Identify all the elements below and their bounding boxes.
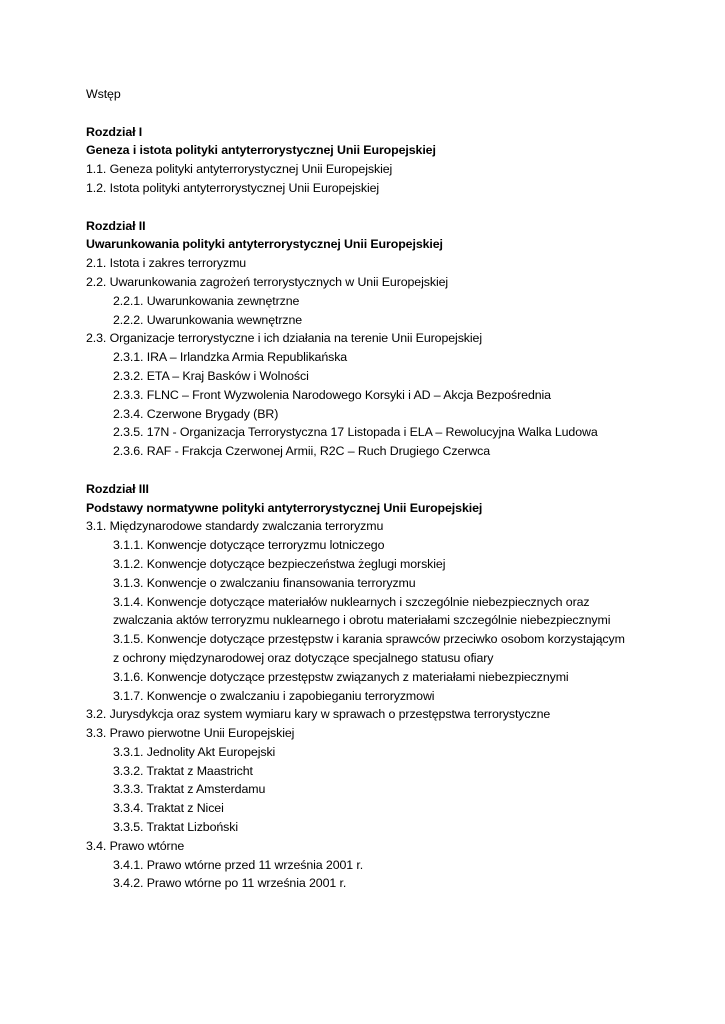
subsection-item: 2.3.6. RAF - Frakcja Czerwonej Armii, R2C – Ruch Drugiego Czerwca	[113, 444, 491, 459]
subsection-item: 3.1.7. Konwencje o zwalczaniu i zapobieganiu terroryzmowi	[113, 688, 435, 703]
chapter-title: Podstawy normatywne polityki antyterrorystycznej Unii Europejskiej	[86, 500, 483, 515]
subsection-item: 2.3.3. FLNC – Front Wyzwolenia Narodowego Korsyki i AD – Akcja Bezpośrednia	[113, 387, 551, 402]
spacer	[86, 461, 686, 480]
intro-heading: Wstęp	[86, 87, 121, 101]
spacer	[86, 198, 686, 217]
subsection-item: 3.1.2. Konwencje dotyczące bezpieczeństwa żeglugi morskiej	[113, 556, 446, 571]
subsection-item: 2.2.2. Uwarunkowania wewnętrzne	[113, 312, 303, 327]
section-item: 2.1. Istota i zakres terroryzmu	[86, 256, 247, 271]
subsection-item: 2.2.1. Uwarunkowania zewnętrzne	[113, 293, 300, 308]
subsection-item: 3.3.3. Traktat z Amsterdamu	[113, 782, 266, 797]
subsection-item: 3.3.4. Traktat z Nicei	[113, 801, 224, 816]
subsection-item: 3.3.1. Jednolity Akt Europejski	[113, 744, 276, 759]
chapter-title: Uwarunkowania polityki antyterrorystycznej Unii Europejskiej	[86, 237, 443, 252]
subsection-item: 2.3.1. IRA – Irlandzka Armia Republikańska	[113, 350, 348, 365]
section-item: 3.4. Prawo wtórne	[86, 838, 185, 853]
subsection-item: 3.4.1. Prawo wtórne przed 11 września 2001 r.	[113, 857, 364, 872]
section-item: 2.3. Organizacje terrorystyczne i ich działania na terenie Unii Europejskiej	[86, 331, 482, 346]
chapter-title: Geneza i istota polityki antyterrorystycznej Unii Europejskiej	[86, 143, 436, 158]
spacer	[86, 104, 686, 123]
subsection-item: 3.1.5. Konwencje dotyczące przestępstw i karania sprawców przeciwko osobom korzystającym	[113, 632, 625, 647]
chapter-label: Rozdział I	[86, 124, 143, 139]
subsection-item: 3.3.2. Traktat z Maastricht	[113, 763, 253, 778]
section-item: 1.1. Geneza polityki antyterrorystycznej Unii Europejskiej	[86, 162, 393, 177]
subsection-item: 3.1.6. Konwencje dotyczące przestępstw związanych z materiałami niebezpiecznymi	[113, 669, 569, 684]
subsection-item: 3.1.3. Konwencje o zwalczaniu finansowania terroryzmu	[113, 575, 416, 590]
subsection-item: 3.4.2. Prawo wtórne po 11 września 2001 r.	[113, 876, 347, 891]
subsection-item: 3.1.1. Konwencje dotyczące terroryzmu lotniczego	[113, 538, 385, 553]
subsection-item: 3.1.4. Konwencje dotyczące materiałów nuklearnych i szczególnie niebezpiecznych oraz	[113, 594, 590, 609]
subsection-item-continuation: zwalczania aktów terroryzmu nuklearnego i obrotu materiałami szczególnie niebezpiecznymi	[113, 613, 611, 628]
chapter-label: Rozdział II	[86, 218, 146, 233]
subsection-item: 3.3.5. Traktat Lizboński	[113, 820, 239, 835]
subsection-item-continuation: z ochrony międzynarodowej oraz dotyczące specjalnego statusu ofiary	[113, 650, 494, 665]
chapter-label: Rozdział III	[86, 481, 149, 496]
section-item: 1.2. Istota polityki antyterrorystycznej Unii Europejskiej	[86, 180, 380, 195]
section-item: 3.3. Prawo pierwotne Unii Europejskiej	[86, 726, 295, 741]
section-item: 2.2. Uwarunkowania zagrożeń terrorystycznych w Unii Europejskiej	[86, 274, 449, 289]
subsection-item: 2.3.2. ETA – Kraj Basków i Wolności	[113, 368, 309, 383]
subsection-item: 2.3.4. Czerwone Brygady (BR)	[113, 406, 279, 421]
subsection-item: 2.3.5. 17N - Organizacja Terrorystyczna 17 Listopada i ELA – Rewolucyjna Walka Ludowa	[113, 425, 598, 440]
table-of-contents	[86, 85, 686, 893]
section-item: 3.2. Jurysdykcja oraz system wymiaru kary w sprawach o przestępstwa terrorystyczne	[86, 707, 551, 722]
section-item: 3.1. Międzynarodowe standardy zwalczania terroryzmu	[86, 519, 384, 534]
